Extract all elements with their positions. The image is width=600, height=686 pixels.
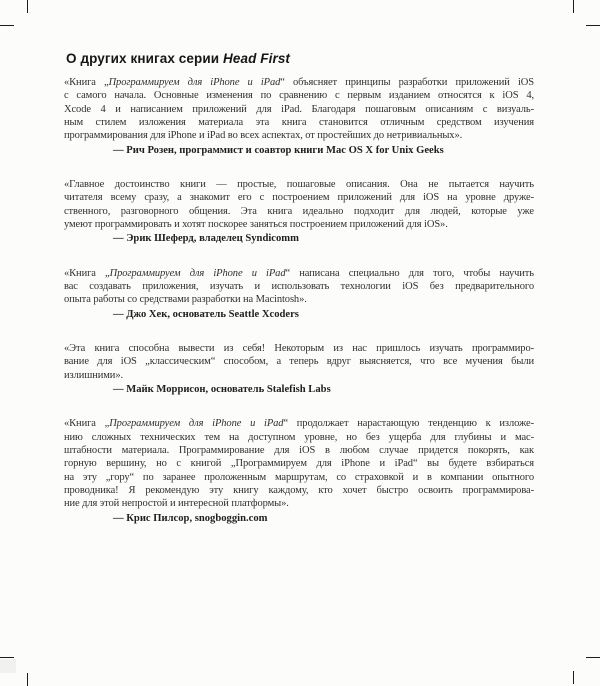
scan-artifact [0, 659, 16, 673]
book-title-italic: Программируем для iPhone и iPad [109, 267, 286, 279]
quote-attribution: — Джо Хек, основатель Seattle Xcoders [113, 308, 299, 320]
quote-line: «Книга „Программируем для iPhone и iPad“ объясняет принципы разработки приложений iOS [64, 77, 534, 88]
quote-attribution: — Эрик Шеферд, владелец Syndicomm [113, 233, 299, 245]
crop-mark-top-left-horizontal [0, 25, 14, 26]
quote-block [64, 178, 534, 246]
quote-line: излишними». [64, 369, 123, 381]
quote-line: Xcode 4 и написанием приложений для iPad. Благодаря пошаговым описаниям с визуаль- [64, 103, 534, 115]
quote-block [64, 342, 534, 396]
quote-line: читателя всему сразу, а знакомит его с построением приложений для iOS на уровне друже- [64, 192, 534, 204]
series-name: Head First [223, 51, 291, 66]
quote-line: «Книга „Программируем для iPhone и iPad“ написана специально для того, чтобы научить [64, 267, 534, 279]
quote-line: ственного, разговорного общения. Эта книга идеально подходит для людей, которые уже [64, 205, 534, 217]
quote-line: ным стилем изложения материала эта книга становится отличным средством изучения [64, 117, 534, 129]
crop-mark-top-right-horizontal [586, 25, 600, 26]
crop-mark-top-left-vertical [27, 0, 28, 13]
page-title [66, 51, 534, 66]
quote-line: «Книга „Программируем для iPhone и iPad“ продолжает нарастающую тенденцию к изложе- [64, 418, 534, 430]
quote-attribution: — Крис Пилсор, snogboggin.com [113, 512, 268, 524]
quote-attribution: — Рич Розен, программист и соавтор книги Mac OS X for Unix Geeks [113, 144, 444, 156]
quote-line: с самого начала. Основные изменения по сравнению с первым изданием относятся к iOS 4, [64, 90, 534, 102]
quote-line: горную вершину, но с книгой „Программируем для iPhone и iPad“ вы будете взбираться [64, 458, 534, 470]
page-content [64, 51, 534, 546]
quote-line: умеют программировать и хотят поскорее заняться построением приложений для iOS». [64, 219, 448, 231]
quote-line: вас создавать приложения, изучать и использовать технологии iOS без предварительного [64, 281, 534, 293]
quote-line: ние для этой непростой и интересной платформы». [64, 498, 289, 510]
crop-mark-bottom-left-horizontal [0, 657, 14, 658]
quote-block [64, 76, 534, 157]
quote-line: нию сложных технических тем на доступном уровне, но без ущерба для глубины и мас- [64, 431, 534, 443]
quotes-list [64, 76, 534, 525]
crop-mark-bottom-left-vertical [27, 673, 28, 686]
quote-line: «Эта книга способна вывести из себя! Некоторым из нас пришлось изучать программиро- [64, 343, 534, 355]
quote-line: «Главное достоинство книги — простые, пошаговые описания. Она не пытается научить [64, 179, 534, 191]
quote-line: вание для iOS „классическим“ способом, а теперь вдруг выясняется, что все мучения были [64, 356, 534, 368]
book-title-italic: Программируем для iPhone и iPad [108, 77, 281, 88]
quote-line: проводника! Я рекомендую эту книгу каждому, кто хочет быстро освоить программирова- [64, 485, 534, 497]
quote-line: на эту „гору“ по заранее проложенным маршрутам, со страховкой и в компании опытного [64, 471, 534, 483]
book-title-italic: Программируем для iPhone и iPad [109, 418, 284, 430]
quote-line: программирования для iPhone и iPad во всех аспектах, от простейших до нетривиальных». [64, 130, 463, 142]
page-title-text: О других книгах серии [66, 51, 220, 66]
quote-line: опыта работы со средствами разработки на Macintosh». [64, 294, 307, 306]
crop-mark-bottom-right-vertical [573, 671, 574, 684]
quote-attribution: — Майк Моррисон, основатель Stalefish Labs [113, 384, 331, 396]
quote-block [64, 417, 534, 525]
quote-block [64, 267, 534, 321]
quote-line: штабности материала. Программирование для iOS в любом случае придется покорять, как [64, 445, 534, 457]
crop-mark-top-right-vertical [573, 0, 574, 13]
crop-mark-bottom-right-horizontal [586, 657, 600, 658]
